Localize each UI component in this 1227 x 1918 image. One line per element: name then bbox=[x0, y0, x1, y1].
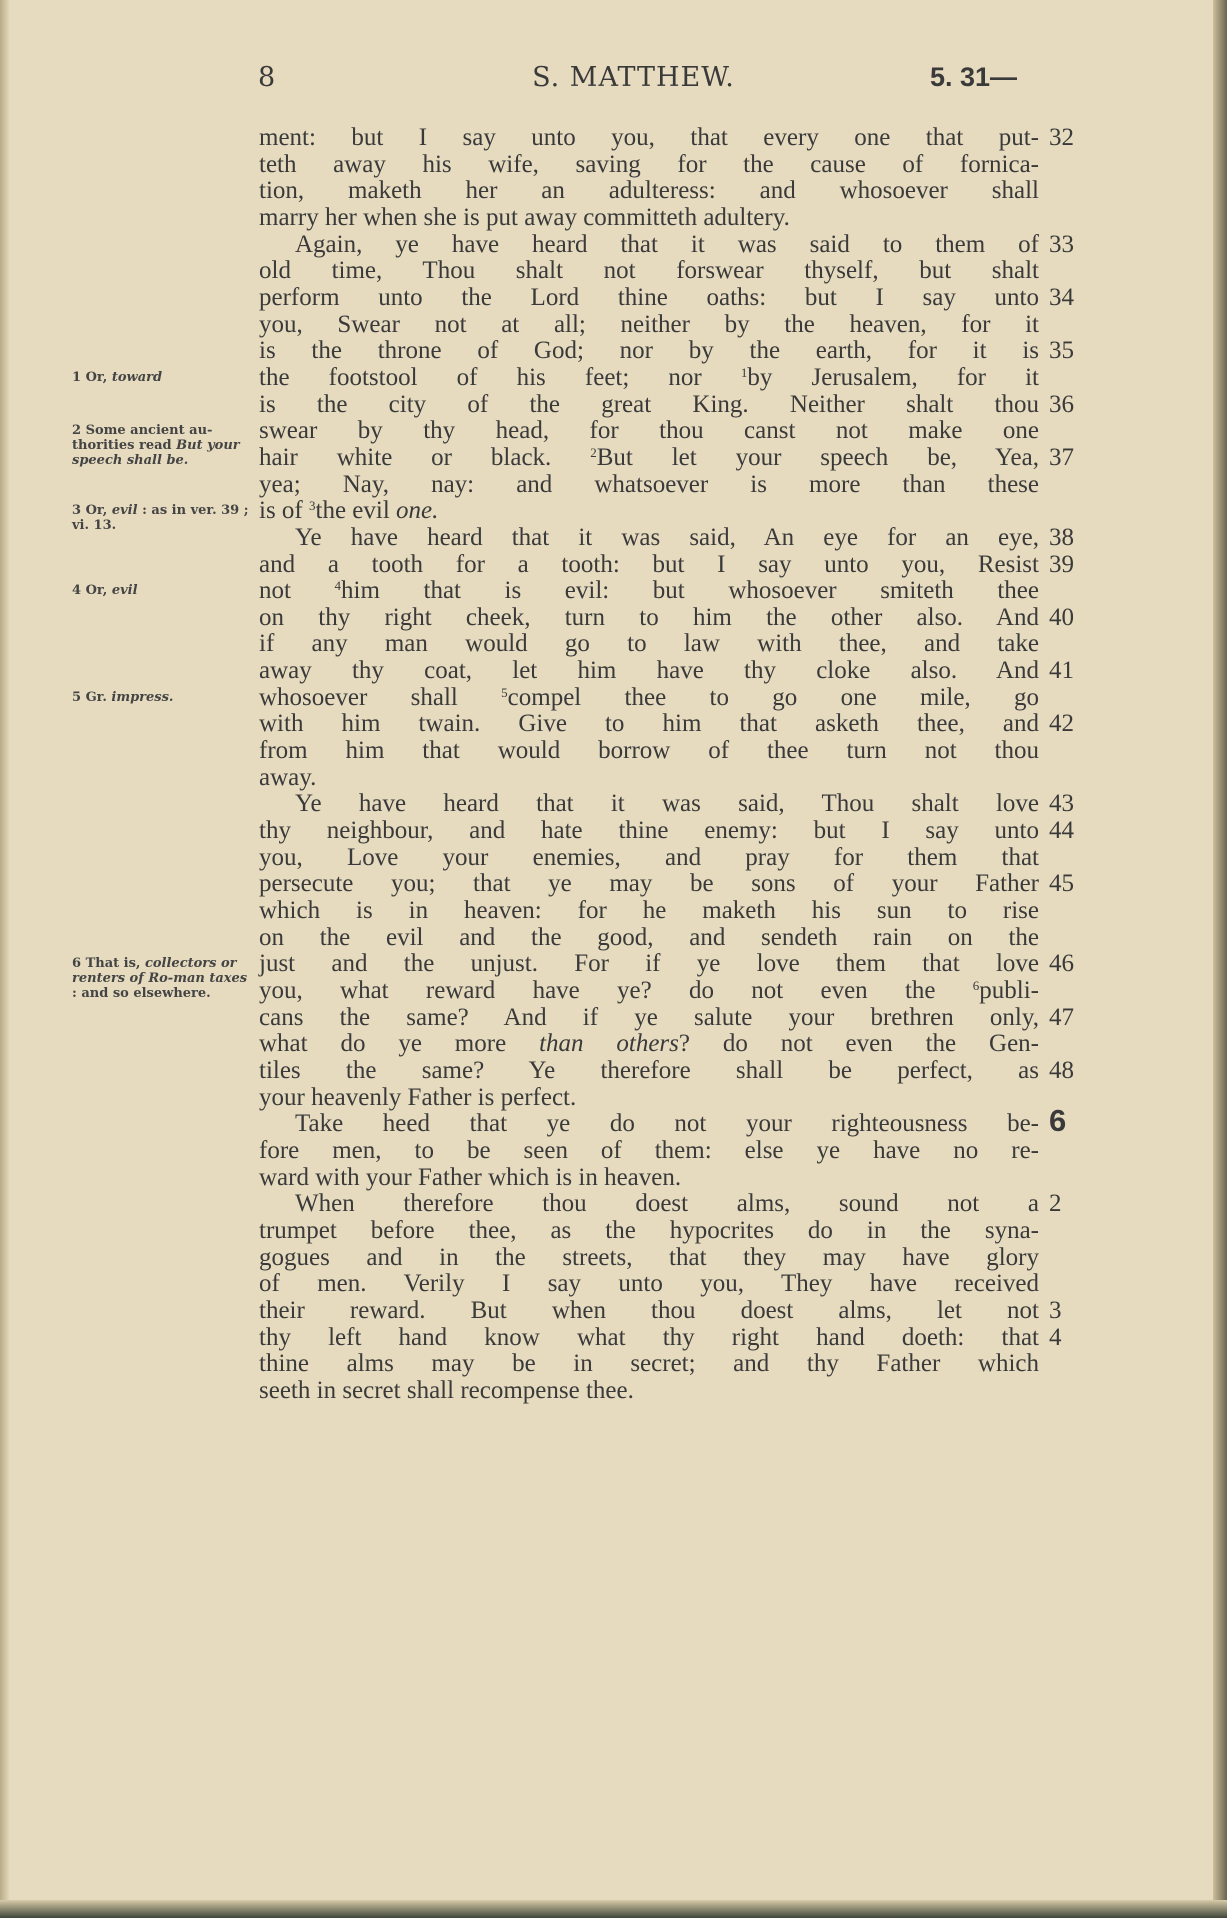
line-text bbox=[259, 1058, 1039, 1085]
line-text bbox=[259, 685, 1039, 712]
line-text bbox=[259, 1031, 1039, 1058]
line-text bbox=[259, 312, 1039, 339]
line-text bbox=[259, 285, 1039, 312]
line-text bbox=[259, 711, 1039, 738]
text-line bbox=[259, 443, 1074, 472]
text-run: on thy right cheek, turn to him the other also. And bbox=[259, 603, 1039, 631]
line-text bbox=[259, 978, 1039, 1005]
verse-number: 35 bbox=[1049, 337, 1074, 365]
text-line bbox=[259, 1056, 1074, 1085]
verse-number: 46 bbox=[1049, 950, 1074, 978]
text-run: hair white or black. bbox=[259, 443, 591, 471]
verse-number: 45 bbox=[1049, 870, 1074, 898]
text-run: by Jerusalem, for it bbox=[747, 363, 1040, 391]
text-run: trumpet before thee, as the hypocrites do in the syna- bbox=[259, 1216, 1039, 1244]
text-run: publi- bbox=[979, 977, 1039, 1004]
text-run: 3 Or, bbox=[72, 503, 112, 519]
verse-number: 44 bbox=[1049, 817, 1074, 845]
text-run: and a tooth for a tooth: but I say unto you, Resist bbox=[259, 550, 1039, 578]
text-line bbox=[259, 765, 1039, 792]
text-line bbox=[259, 1378, 1039, 1405]
line-text bbox=[259, 791, 1039, 818]
text-line bbox=[259, 685, 1039, 712]
text-run: whosoever shall bbox=[259, 683, 502, 711]
text-run: yea; Nay, nay: and whatsoever is more than these bbox=[259, 470, 1039, 498]
text-run: away thy coat, let him have thy cloke also. And bbox=[259, 657, 1039, 685]
verse-number: 42 bbox=[1049, 710, 1074, 738]
line-text bbox=[259, 871, 1039, 898]
line-text bbox=[259, 658, 1039, 685]
footnote-marker: 2 bbox=[590, 444, 597, 460]
text-line bbox=[259, 472, 1039, 499]
text-run: thine alms may be in secret; and thy Father which bbox=[259, 1350, 1039, 1378]
text-line bbox=[259, 1271, 1039, 1298]
text-line bbox=[259, 1138, 1039, 1165]
margin-note bbox=[72, 503, 252, 533]
italic-text: than others bbox=[539, 1030, 679, 1058]
line-text bbox=[259, 925, 1039, 952]
text-run: perform unto the Lord thine oaths: but I say unto bbox=[259, 283, 1039, 311]
italic-text: collectors or renters of Ro-man taxes bbox=[72, 956, 248, 987]
text-run: : as in ver. 39 ; vi. 13. bbox=[72, 503, 249, 534]
text-line bbox=[259, 1103, 1067, 1139]
footnote-marker: 5 bbox=[501, 684, 508, 700]
line-text bbox=[259, 1138, 1039, 1165]
line-text bbox=[259, 765, 1039, 792]
text-run: gogues and in the streets, that they may have glory bbox=[259, 1243, 1039, 1271]
text-run: swear by thy head, for thou canst not make one bbox=[259, 417, 1039, 445]
verse-number: 41 bbox=[1049, 657, 1074, 685]
verse-number: 33 bbox=[1049, 230, 1074, 258]
text-line bbox=[259, 950, 1074, 978]
line-text bbox=[259, 1298, 1039, 1325]
chapter-number: 6 bbox=[1049, 1103, 1067, 1139]
text-run: old time, Thou shalt not forswear thyself, but shalt bbox=[259, 257, 1039, 285]
text-run: tion, maketh her an adulteress: and whosoever shall bbox=[259, 177, 1039, 205]
running-title: S. MATTHEW. bbox=[532, 62, 735, 93]
line-text bbox=[259, 205, 1039, 232]
line-text bbox=[259, 392, 1039, 419]
text-run: 1 Or, bbox=[72, 369, 112, 385]
text-line bbox=[259, 178, 1039, 205]
verse-number: 3 bbox=[1049, 1296, 1062, 1324]
text-run: you, Love your enemies, and pray for them that bbox=[259, 843, 1039, 871]
text-line bbox=[259, 283, 1074, 312]
text-line bbox=[259, 152, 1039, 179]
footnote-marker: 4 bbox=[334, 578, 342, 594]
line-text bbox=[259, 445, 1039, 472]
margin-note bbox=[72, 583, 252, 598]
line-text bbox=[259, 1191, 1039, 1218]
page-edge-left bbox=[0, 0, 10, 1918]
text-line bbox=[259, 258, 1039, 285]
verse-number: 2 bbox=[1049, 1190, 1062, 1218]
line-text bbox=[259, 525, 1039, 552]
text-run: cans the same? And if ye salute your brethren only, bbox=[259, 1003, 1039, 1031]
text-run: fore men, to be seen of them: else ye have no re- bbox=[259, 1136, 1039, 1164]
line-text bbox=[259, 1085, 1039, 1112]
text-run: him that is evil: but whosoever smiteth thee bbox=[341, 577, 1040, 605]
scripture-text bbox=[259, 124, 1074, 1405]
text-run: not bbox=[259, 577, 335, 605]
line-text bbox=[259, 178, 1039, 205]
text-line bbox=[259, 1296, 1062, 1325]
line-text bbox=[259, 1165, 1039, 1192]
text-run: you, what reward have ye? do not even the bbox=[259, 977, 973, 1004]
text-line bbox=[259, 1085, 1039, 1112]
text-run: 4 Or, bbox=[72, 583, 112, 599]
line-text bbox=[259, 1245, 1039, 1272]
italic-text: impress. bbox=[111, 689, 174, 705]
text-line bbox=[259, 738, 1039, 765]
text-run: away. bbox=[259, 763, 317, 791]
line-text bbox=[259, 258, 1039, 285]
text-line bbox=[259, 337, 1074, 365]
text-line bbox=[259, 710, 1074, 738]
italic-text: toward bbox=[111, 369, 163, 385]
text-line bbox=[259, 1031, 1039, 1058]
line-text bbox=[259, 1271, 1039, 1298]
verse-number: 38 bbox=[1049, 523, 1074, 551]
text-run: seeth in secret shall recompense thee. bbox=[259, 1376, 634, 1404]
text-line bbox=[259, 365, 1039, 392]
page-edge-right bbox=[1213, 0, 1227, 1918]
text-run: compel thee to go one mile, go bbox=[507, 683, 1039, 711]
footnote-marker: 3 bbox=[309, 498, 316, 514]
text-line bbox=[259, 523, 1074, 552]
line-text bbox=[259, 1218, 1039, 1245]
text-line bbox=[259, 845, 1039, 872]
text-run: Again, ye have heard that it was said to them of bbox=[295, 230, 1039, 258]
margin-note bbox=[72, 423, 252, 468]
text-run: thy neighbour, and hate thine enemy: but I say unto bbox=[259, 817, 1039, 845]
margin-note bbox=[72, 690, 252, 705]
italic-text: evil bbox=[111, 503, 138, 519]
line-text bbox=[259, 125, 1039, 152]
margin-note bbox=[72, 370, 252, 385]
text-run: on the evil and the good, and sendeth rain on the bbox=[259, 923, 1039, 951]
text-run: with him twain. Give to him that asketh thee, and bbox=[259, 710, 1039, 738]
line-text bbox=[259, 1111, 1039, 1138]
text-run: you, Swear not at all; neither by the heaven, for it bbox=[259, 310, 1039, 338]
text-line bbox=[259, 124, 1074, 152]
verse-number: 40 bbox=[1049, 603, 1074, 631]
text-run: : and so elsewhere. bbox=[72, 986, 211, 1002]
line-text bbox=[259, 418, 1039, 445]
text-run: But let your speech be, Yea, bbox=[596, 443, 1039, 471]
text-run: Ye have heard that it was said, Thou shalt love bbox=[295, 790, 1039, 818]
verse-number: 47 bbox=[1049, 1003, 1074, 1031]
text-line bbox=[259, 578, 1039, 605]
line-text bbox=[259, 1005, 1039, 1032]
line-text bbox=[259, 1378, 1039, 1405]
text-run: Take heed that ye do not your righteousness be- bbox=[295, 1110, 1039, 1138]
text-run: their reward. But when thou doest alms, let not bbox=[259, 1296, 1039, 1324]
line-text bbox=[259, 232, 1039, 259]
text-run: is of bbox=[259, 497, 309, 525]
text-run: from him that would borrow of thee turn not thou bbox=[259, 737, 1039, 765]
line-text bbox=[259, 552, 1039, 579]
text-run: what do ye more bbox=[259, 1030, 540, 1058]
text-run: marry her when she is put away committeth adultery. bbox=[259, 203, 790, 231]
text-run: the evil bbox=[315, 497, 397, 525]
footnote-marker: 1 bbox=[740, 364, 748, 380]
text-run: which is in heaven: for he maketh his sun to rise bbox=[259, 897, 1039, 925]
text-line bbox=[259, 631, 1039, 658]
text-run: ward with your Father which is in heaven. bbox=[259, 1163, 682, 1191]
text-line bbox=[259, 550, 1074, 579]
line-text bbox=[259, 898, 1039, 925]
line-text bbox=[259, 951, 1039, 978]
verse-number: 48 bbox=[1049, 1056, 1074, 1084]
verse-number: 36 bbox=[1049, 390, 1074, 418]
line-text bbox=[259, 365, 1039, 392]
text-run: is the city of the great King. Neither shalt thou bbox=[259, 390, 1039, 418]
text-line bbox=[259, 603, 1074, 632]
text-run: is the throne of God; nor by the earth, for it is bbox=[259, 337, 1039, 365]
text-line bbox=[259, 1190, 1062, 1218]
text-line bbox=[259, 390, 1074, 419]
text-run: 2 Some ancient au-thorities read bbox=[72, 423, 213, 454]
italic-text: But your speech shall be. bbox=[72, 438, 240, 469]
line-text bbox=[259, 338, 1039, 365]
verse-number: 34 bbox=[1049, 283, 1074, 311]
line-text bbox=[259, 1325, 1039, 1352]
text-run: tiles the same? Ye therefore shall be perfect, as bbox=[259, 1056, 1039, 1084]
text-line bbox=[259, 1218, 1039, 1245]
verse-number: 43 bbox=[1049, 790, 1074, 818]
verse-number: 37 bbox=[1049, 443, 1074, 471]
text-run: Ye have heard that it was said, An eye for an eye, bbox=[295, 523, 1039, 551]
text-line bbox=[259, 898, 1039, 925]
text-line bbox=[259, 657, 1074, 685]
chapter-verse-reference: 5. 31— bbox=[930, 62, 1018, 92]
text-run: persecute you; that ye may be sons of your Father bbox=[259, 870, 1039, 898]
text-line bbox=[259, 978, 1039, 1005]
italic-text: one. bbox=[396, 497, 439, 525]
line-text bbox=[259, 152, 1039, 179]
text-line bbox=[259, 1323, 1062, 1352]
verse-number: 39 bbox=[1049, 550, 1074, 578]
text-line bbox=[259, 1245, 1039, 1272]
line-text bbox=[259, 605, 1039, 632]
text-run: ? do not even the Gen- bbox=[678, 1030, 1040, 1058]
text-line bbox=[259, 1003, 1074, 1032]
text-line bbox=[259, 230, 1074, 259]
verse-number: 4 bbox=[1049, 1323, 1062, 1351]
text-line bbox=[259, 790, 1074, 818]
line-text bbox=[259, 498, 1039, 525]
text-line bbox=[259, 1165, 1039, 1192]
text-run: the footstool of his feet; nor bbox=[259, 363, 741, 391]
text-line bbox=[259, 418, 1039, 445]
text-run: When therefore thou doest alms, sound not a bbox=[295, 1190, 1039, 1218]
margin-note bbox=[72, 956, 252, 1001]
footnote-marker: 6 bbox=[972, 978, 980, 993]
line-text bbox=[259, 1351, 1039, 1378]
text-line bbox=[259, 925, 1039, 952]
text-line bbox=[259, 205, 1039, 232]
text-line bbox=[259, 817, 1074, 845]
page-edge-bottom bbox=[0, 1900, 1227, 1918]
text-run: your heavenly Father is perfect. bbox=[259, 1083, 577, 1111]
text-run: 5 Gr. bbox=[72, 689, 112, 705]
line-text bbox=[259, 472, 1039, 499]
text-run: thy left hand know what thy right hand doeth: that bbox=[259, 1323, 1039, 1351]
page-number: 8 bbox=[258, 62, 276, 93]
line-text bbox=[259, 578, 1039, 605]
text-run: teth away his wife, saving for the cause of fornica- bbox=[259, 150, 1039, 178]
line-text bbox=[259, 818, 1039, 845]
text-line bbox=[259, 1351, 1039, 1378]
text-run: if any man would go to law with thee, and take bbox=[259, 630, 1039, 658]
text-line bbox=[259, 498, 1039, 525]
text-run: 6 That is, bbox=[72, 956, 145, 972]
text-run: ment: but I say unto you, that every one that put- bbox=[259, 124, 1039, 151]
text-line bbox=[259, 870, 1074, 898]
verse-number: 32 bbox=[1049, 124, 1074, 151]
text-run: of men. Verily I say unto you, They have received bbox=[259, 1270, 1039, 1298]
text-line bbox=[259, 312, 1039, 339]
line-text bbox=[259, 631, 1039, 658]
text-run: just and the unjust. For if ye love them that love bbox=[259, 950, 1039, 978]
line-text bbox=[259, 845, 1039, 872]
italic-text: evil bbox=[111, 583, 138, 599]
line-text bbox=[259, 738, 1039, 765]
